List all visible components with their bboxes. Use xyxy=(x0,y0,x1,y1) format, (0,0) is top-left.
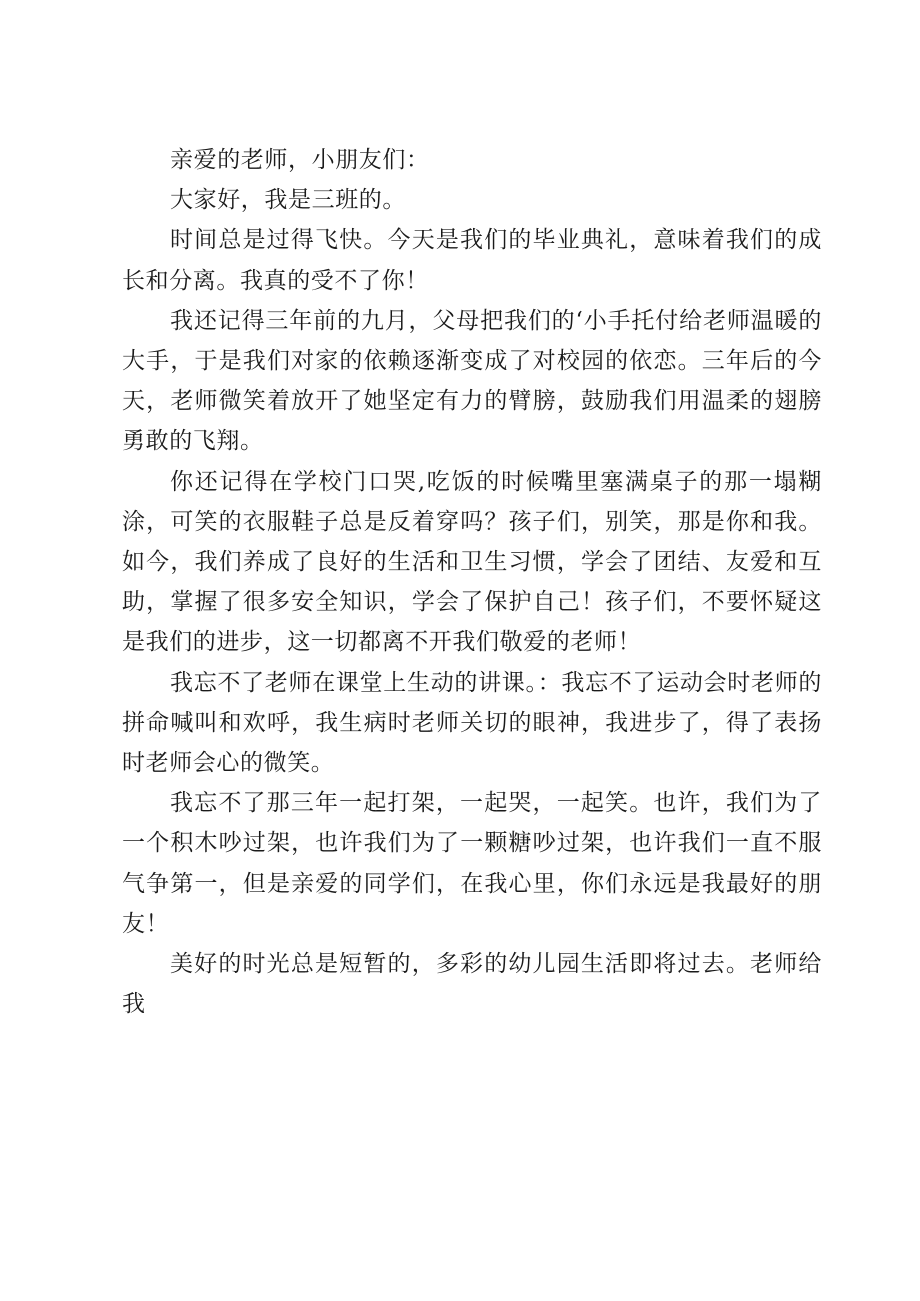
paragraph-time: 时间总是过得飞快。今天是我们的毕业典礼，意味着我们的成长和分离。我真的受不了你！ xyxy=(122,227,822,294)
paragraph-greeting: 亲爱的老师，小朋友们： xyxy=(170,147,430,173)
paragraph-intro: 大家好，我是三班的。 xyxy=(170,187,406,214)
paragraph-memory: 我还记得三年前的九月，父母把我们的‘小手托付给老师温暖的大手，于是我们对家的依赖逐渐变成了对校园的依恋。三年后的今天，老师微笑着放开了她坚定有力的臂膀，鼓励我们用温柔的翅膀勇敢的飞翔。 xyxy=(122,307,822,455)
paragraph-classmates: 我忘不了那三年一起打架，一起哭，一起笑。也许，我们为了一个积木吵过架，也许我们为了一颗糖吵过架，也许我们一直不服气争第一，但是亲爱的同学们，在我心里，你们永远是我最好的朋友！ xyxy=(122,790,822,937)
paragraph-growth: 你还记得在学校门口哭,吃饭的时候嘴里塞满桌子的那一塌糊涂，可笑的衣服鞋子总是反着穿吗？孩子们，别笑，那是你和我。如今，我们养成了良好的生活和卫生习惯，学会了团结、友爱和互助，掌握了很多安全知识，学会了保护自己！孩子们，不要怀疑这是我们的进步，这一切都离不开我们敬爱的老师！ xyxy=(122,468,822,656)
paragraph-teacher: 我忘不了老师在课堂上生动的讲课。：我忘不了运动会时老师的拼命喊叫和欢呼，我生病时老师关切的眼神，我进步了，得了表扬时老师会心的微笑。 xyxy=(122,669,822,777)
document-body xyxy=(122,140,822,1024)
paragraph-farewell: 美好的时光总是短暂的，多彩的幼儿园生活即将过去。老师给我 xyxy=(122,951,822,1018)
